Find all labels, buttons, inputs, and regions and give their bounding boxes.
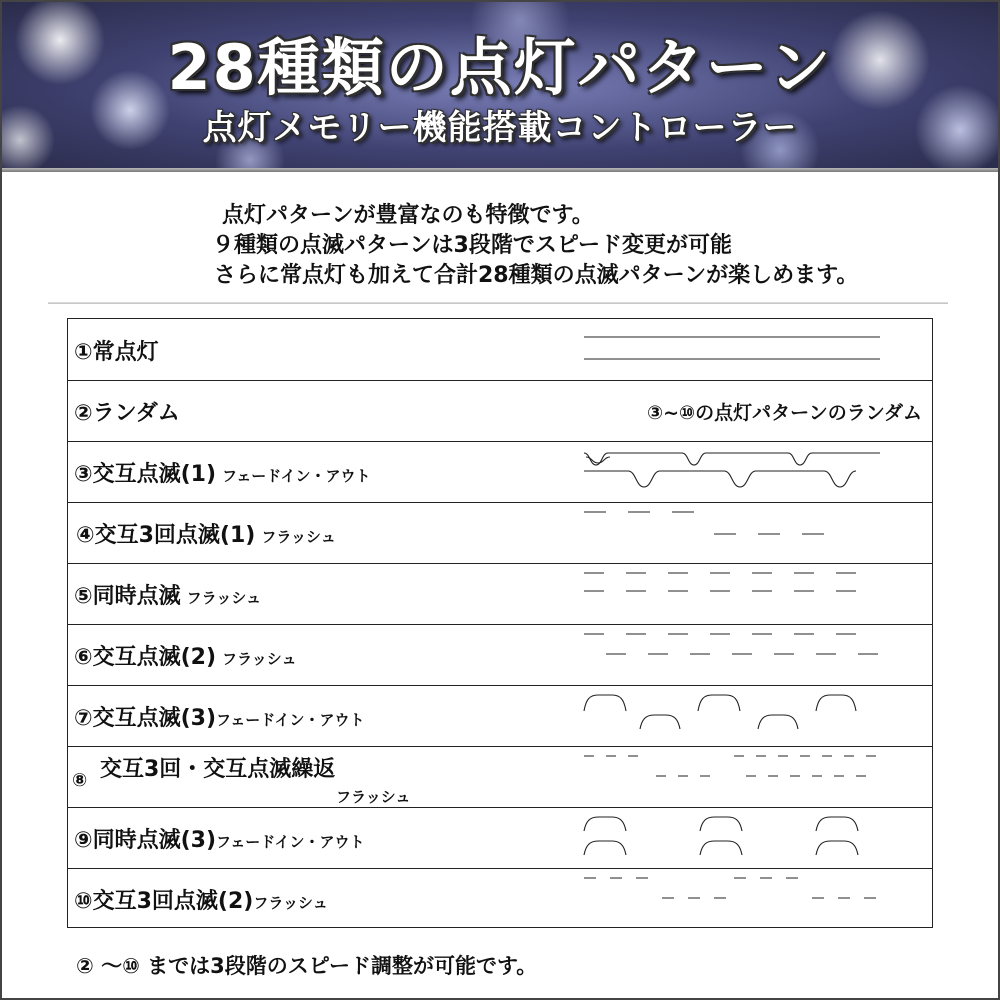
mixed-dashes-icon — [576, 746, 896, 806]
table-row — [68, 868, 932, 929]
page-title: 28種類の点灯パターン — [167, 31, 833, 104]
table-row — [68, 502, 932, 564]
simultaneous-fade-bumps-icon — [576, 807, 896, 867]
pattern-label: ③交互点滅(1) フェードイン・アウト — [74, 462, 371, 487]
page-subtitle: 点灯メモリー機能搭載コントローラー — [202, 108, 798, 148]
pattern-label: 交互3回・交互点滅繰返 — [100, 757, 336, 782]
pattern-label: ⑩交互3回点滅(2)フラッシュ — [74, 889, 328, 914]
table-row — [68, 563, 932, 625]
alternating-fade-waves-icon — [576, 441, 896, 501]
pattern-label: ⑤同時点滅 フラッシュ — [74, 584, 262, 609]
divider — [48, 302, 948, 304]
pattern-label: ④交互3回点滅(1) フラッシュ — [76, 523, 336, 548]
pattern-label: ②ランダム — [74, 401, 180, 426]
alternating-dashes-icon — [576, 624, 896, 684]
table-row — [68, 807, 932, 869]
pattern-number: ⑧ — [72, 770, 88, 791]
alternating-triple-dashes-icon — [576, 502, 896, 562]
pattern-table — [67, 318, 933, 928]
table-row — [68, 746, 932, 808]
pattern-sublabel: フラッシュ — [336, 788, 411, 806]
pattern-label: ⑥交互点滅(2) フラッシュ — [74, 645, 297, 670]
footer-note: ② ～⑩ までは3段階のスピード調整が可能です。 — [76, 954, 538, 978]
table-row — [68, 441, 932, 503]
header-banner — [0, 0, 1000, 172]
pattern-label: ⑨同時点滅(3)フェードイン・アウト — [74, 828, 365, 853]
simultaneous-dashes-icon — [576, 563, 896, 623]
pattern-label: ①常点灯 — [74, 340, 159, 365]
table-row — [68, 380, 932, 442]
alternating-triple-dashes-2-icon — [576, 868, 896, 928]
steady-lines-icon — [576, 319, 896, 379]
pattern-label: ⑦交互点滅(3)フェードイン・アウト — [74, 706, 365, 731]
intro-line-3: さらに常点灯も加えて合計28種類の点滅パターンが楽しめます。 — [214, 263, 859, 288]
table-row — [68, 685, 932, 747]
alternating-fade-bumps-icon — [576, 685, 896, 745]
intro-line-2: ９種類の点滅パターンは3段階でスピード変更が可能 — [212, 233, 732, 258]
intro-line-1: 点灯パターンが豊富なのも特徴です。 — [222, 203, 594, 228]
pattern-description: ③~⑩の点灯パターンのランダム — [647, 402, 922, 424]
table-row — [68, 624, 932, 686]
table-row — [68, 319, 932, 381]
